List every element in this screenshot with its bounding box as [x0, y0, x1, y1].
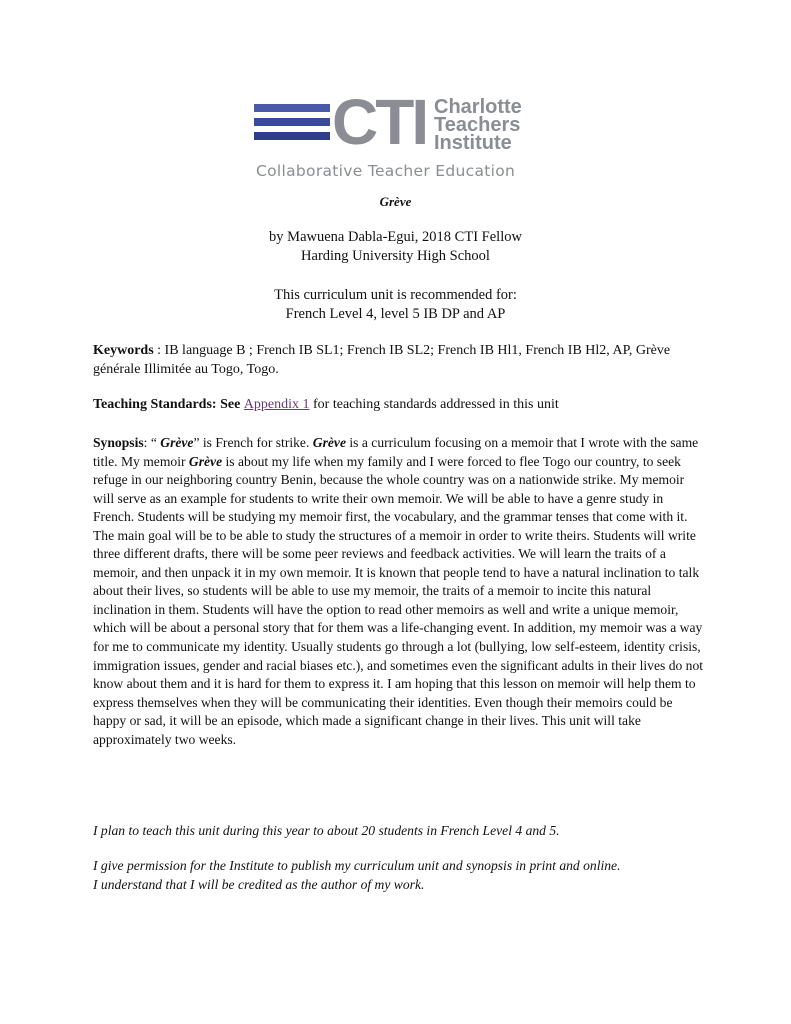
school-line: Harding University High School — [301, 248, 490, 264]
keywords-text: : IB language B ; French IB SL1; French IB SL2; French IB Hl1, French IB Hl2, AP, Grève générale Illimitée au Togo, Togo. — [93, 343, 671, 377]
logo-tagline: Collaborative Teacher Education — [256, 162, 516, 180]
document-title: Grève — [379, 194, 412, 209]
logo-mark: CTI — [332, 86, 427, 158]
teaching-standards: Teaching Standards: See Appendix 1 for teaching standards addressed in this unit — [93, 397, 559, 412]
keywords-paragraph — [93, 342, 705, 379]
cti-logo — [254, 86, 544, 186]
logo-stripes-icon — [254, 104, 330, 146]
standards-label: Teaching Standards: See — [93, 397, 244, 412]
recommendation: This curriculum unit is recommended for: French Level 4, level 5 IB DP and AP — [274, 287, 517, 322]
synopsis-paragraph: Synopsis: “ Grève” is French for strike. Grève is a curriculum focusing on a memoir that I wrote with the same title. My memoir Grève is about my life when my family and I were forced to flee Togo our country, to seek refuge in our neighboring country Benin, because the whole country was on a nationwide strike. My memoir will serve as an example for students to write their own memoir. We will be able to have a genre study in French. Students will be studying my memoir first, the vocabulary, and the grammar tenses that come with it. The main goal will be to be able to study the structures of a memoir in order to write theirs. Students will write three different drafts, there will be some peer reviews and feedback activities. We will learn the traits of a memoir, and then unpack it in my own memoir. It is known that people tend to have a natural inclination to talk about their lives, so students will be able to use my memoir, the traits of a memoir to incite this natural inclination in them. Students will have the option to read other memoirs as well and write a unique memoir, which will be about a personal story that for them was a life-changing event. In addition, my memoir was a way for me to communicate my identity. Usually students go through a lot (bullying, low self-esteem, identity crisis, immigration issues, gender and racial biases etc.), and sometimes even the significant adults in their lives do not know about them and it is hard for them to express it. I am hoping that this lesson on memoir will help them to express themselves when they will be communicating their identities. Even though their memoirs could be happy or sad, it will be an episode, which made a significant change in their lives. This unit will take approximately two weeks. — [93, 435, 704, 747]
appendix-link[interactable]: Appendix 1 — [243, 397, 310, 412]
synopsis-label: Synopsis — [93, 435, 144, 450]
teaching-plan: I plan to teach this unit during this year to about 20 students in French Level 4 and 5. — [93, 823, 560, 838]
author-byline — [0, 228, 791, 266]
keywords-label: Keywords — [93, 343, 154, 358]
permission-statement: I give permission for the Institute to publish my curriculum unit and synopsis in print and online. I understand that I will be credited as the author of my work. — [93, 858, 621, 892]
logo-org-name: Charlotte Teachers Institute — [434, 96, 522, 154]
author-line: by Mawuena Dabla-Egui, 2018 CTI Fellow — [269, 229, 522, 245]
